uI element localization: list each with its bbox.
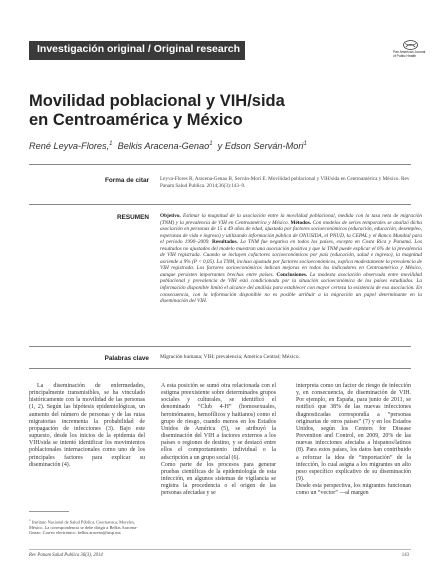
methods-heading: Métodos. bbox=[290, 219, 312, 226]
author-1-affiliation: 1 bbox=[109, 141, 113, 147]
divider bbox=[29, 204, 411, 205]
divider bbox=[29, 164, 411, 165]
author-2: Belkis Aracena-Genao bbox=[117, 141, 210, 152]
abstract-label: RESUMEN bbox=[117, 214, 149, 221]
objective-heading: Objetivo. bbox=[160, 213, 181, 219]
results-text: La TNM fue negativa en todos los países, excepto en Costa Rica y Panamá. Los resultados no ajustados del modelo muestran una asociación positiva y que la TNM puede explicar el 6% de la prevalencia de VIH registrada. Cuando se incluyen cofactores socioeconómicos por país (educación, salud e ingreso), la magnitud asciende a 9% (P < 0,05). La TNM, incluso ajustada por factores socioeconómicos, explica modestamente la prevalencia de VIH registrada. Los factores socioeconómicos indican mejoras en todos los indicadores en Centroamérica y México, aunque persisten importantes brechas entre países. bbox=[160, 239, 422, 278]
citation-text: Leyva-Flores R, Aracena-Genao B, Serván-Mori E. Movilidad poblacional y VIH/sida en Centroamérica y México. Rev Panam Salud Publica. 2014;36(3):143–9. bbox=[160, 176, 410, 189]
abstract bbox=[160, 213, 422, 305]
footnote-rule bbox=[29, 511, 69, 512]
body-column-3: interpreta como un factor de riesgo de infección y, en consecuencia, de diseminación de VIH. Por ejemplo, en España, para junio de 2011, se notificó que 38% de las nuevas infecciones diagnosticadas correspondía a “personas originarias de otros países” (7) y en los Estados Unidos, según los Centers for Disease Prevention and Control, en 2009, 20% de las nuevas infecciones afectaba a hispanos/latinos (8). Para estos países, los datos han contribuido a reforzar la idea de “importación” de la infección, lo cual asigna a los migrantes un alto peso específico explicativo de su diseminación (9). Desde esta perspectiva, los migrantes funcionan como un “vector” —al margen bbox=[296, 383, 411, 497]
title-line-1: Movilidad poblacional y VIH/sida bbox=[29, 92, 285, 110]
conclusions-text: La modesta asociación observada entre movilidad poblacional y prevalencia de VIH está condicionada por la situación socioeconómica de los países estudiados. La información disponible limitó el alcance del análisis para establecer con mayor certeza la existencia de esa asociación. En consecuencia, con la información disponible no es posible atribuir a la migración un papel determinante en la diseminación del VIH. bbox=[160, 271, 423, 305]
citation-label: Forma de citar bbox=[104, 177, 149, 184]
section-label: Investigación original / Original research bbox=[37, 43, 241, 55]
journal-logo-line-1: Pan American Journal bbox=[393, 50, 426, 54]
author-3-affiliation: 1 bbox=[303, 141, 307, 147]
divider bbox=[29, 346, 411, 347]
conclusions-heading: Conclusiones. bbox=[276, 271, 308, 278]
author-list bbox=[29, 141, 307, 151]
divider bbox=[29, 368, 411, 369]
keywords-label: Palabras clave bbox=[104, 355, 149, 362]
author-2-affiliation: 1 bbox=[209, 141, 213, 147]
section-banner bbox=[29, 41, 245, 60]
objective-text: Estimar la magnitud de la asociación entre la movilidad poblacional, medida con la tasa neta de migración (TNM) y la prevalencia de VIH en Centroamérica y México. bbox=[160, 213, 423, 226]
footnote bbox=[29, 518, 145, 536]
methods-text: Con modelos de series temporales se analizó dicha asociación en personas de 15 a 49 años de edad, ajustada por factores socioeconómicos (educación, educación, desempleo, esperanza de vida e ingreso) y utilizando información pública de ONUSIDA, el PNUD, la CEPAL y el Banco Mundial para el período 1990–2009. bbox=[160, 219, 423, 246]
article-title bbox=[29, 92, 285, 130]
body-column-1: La diseminación de enfermedades, principalmente transmisibles, se ha vinculado históricamente con la movilidad de las personas (1, 2). Según las hipótesis epidemiológicas, un aumento del número de personas y de las rutas migratorias incrementa la probabilidad de propagación de infecciones (3). Bajo este supuesto, desde los inicios de la epidemia del VIH/sida se intentó identificar los movimientos poblacionales internacionales como uno de los principales factores para explicar su diseminación (4). bbox=[29, 383, 145, 468]
journal-citation-footer: Rev Panam Salud Publica 36(3), 2014 bbox=[29, 553, 103, 558]
footnote-marker: 1 bbox=[29, 518, 31, 522]
page-number: 143 bbox=[401, 553, 409, 558]
globe-icon bbox=[403, 40, 418, 50]
journal-logo-line-2: of Public Health bbox=[393, 53, 417, 58]
results-heading: Resultados. bbox=[212, 239, 238, 246]
body-column-2: A esta posición se sumó otra relacionada con el estigma preexistente sobre determinados grupos sociales y culturales, se identificó el denominado “Club 4-H” (homosexuales, heroinómanos, hemofílicos y haitianos) como el grupo de riesgo, cuando menos en los Estados Unidos de América (5), se atribuyó la diseminación del VIH a factores externos a los países o regiones de destino, y se destacó entre ellos el comportamiento individual o la adscripción a un grupo social (6). Como parte de los procesos para generar pruebas científicas de la epidemiología de esta infección, en algunos sistemas de vigilancia se registra la procedencia o el origen de las personas afectadas y se bbox=[161, 383, 276, 497]
footer-rule bbox=[29, 549, 411, 550]
author-1: René Leyva-Flores, bbox=[29, 141, 110, 152]
author-3: y Edson Serván-Mori bbox=[217, 141, 304, 152]
footnote-text: Instituto Nacional de Salud Pública, Cuernavaca, Morelos, México. La correspondencia se debe dirigir a Belkis Aracena-Genao. Correo electrónico: belkis.aracena@insp.mx bbox=[29, 519, 138, 536]
keywords-text: Migración humana; VIH; prevalencia; América Central; México. bbox=[160, 354, 300, 360]
journal-logo bbox=[393, 40, 427, 59]
title-line-2: en Centroamérica y México bbox=[29, 111, 243, 129]
